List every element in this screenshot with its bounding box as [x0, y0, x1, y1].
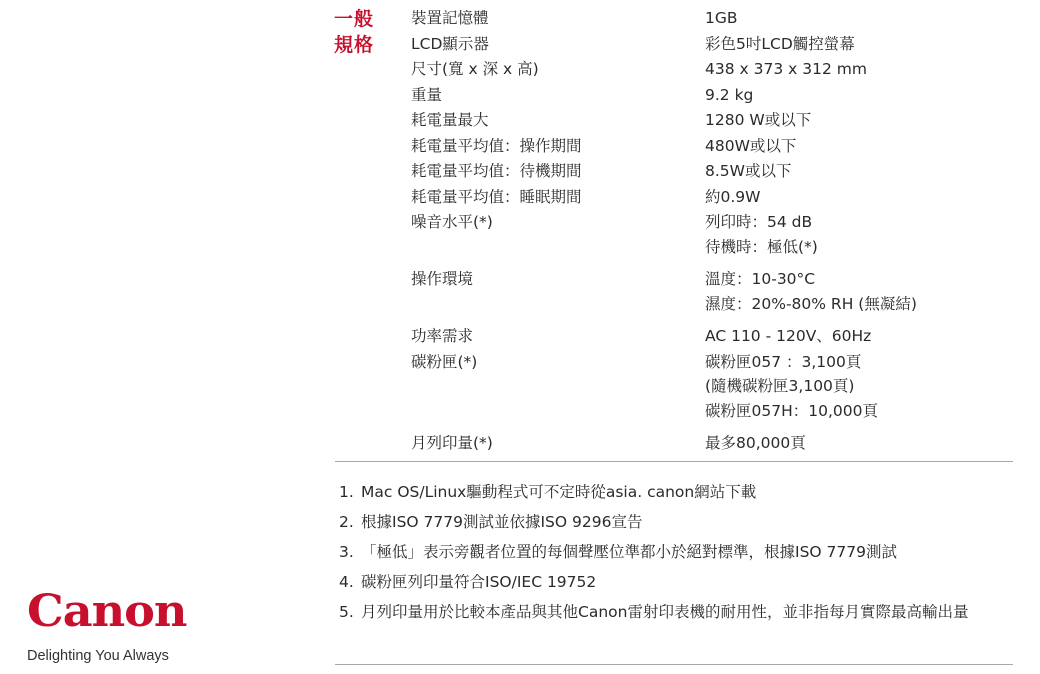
spec-value	[705, 267, 917, 316]
spec-value-line: 8.5W或以下	[705, 162, 792, 180]
spec-row	[411, 134, 1011, 159]
footnote-text: 碳粉匣列印量符合ISO/IEC 19752	[361, 573, 597, 591]
spec-label: 功率需求	[411, 327, 474, 345]
spec-value-line: 彩色5吋LCD觸控螢幕	[705, 34, 855, 53]
spec-row	[411, 108, 1011, 133]
spec-label: 耗電量平均值：睡眠期間	[411, 187, 582, 206]
spec-label: LCD顯示器	[411, 34, 489, 53]
spec-value-line: 1280 W或以下	[705, 111, 812, 129]
canon-tagline: Delighting You Always	[27, 648, 169, 664]
canon-logo	[27, 586, 187, 664]
spec-value	[705, 159, 791, 184]
spec-value-line: 1GB	[705, 9, 738, 27]
spec-value	[705, 32, 855, 57]
spec-row	[411, 57, 1011, 82]
spec-table	[411, 6, 1011, 457]
spec-row	[411, 210, 1011, 259]
footnote-text: 月列印量用於比較本產品與其他Canon雷射印表機的耐用性，並非指每月實際最高輸出量	[361, 603, 969, 621]
spec-value	[705, 185, 760, 210]
spec-value	[705, 6, 738, 31]
spec-label: 耗電量最大	[411, 111, 489, 129]
spec-value-line: 碳粉匣057H：10,000頁	[705, 401, 878, 420]
spec-label: 耗電量平均值：操作期間	[411, 136, 582, 155]
spec-row	[411, 83, 1011, 108]
footnote-number: 1.	[339, 483, 354, 501]
canon-logo-wordmark: Canon	[27, 586, 187, 637]
spec-label: 碳粉匣(*)	[411, 352, 478, 371]
spec-value-line: 480W或以下	[705, 136, 797, 155]
spec-row	[411, 6, 1011, 31]
footnote-item	[339, 511, 1019, 533]
spec-value	[705, 134, 796, 159]
spec-value	[705, 57, 867, 82]
footnote-text: 「極低」表示旁觀者位置的每個聲壓位準都小於絕對標準，根據ISO 7779測試	[361, 543, 897, 561]
spec-value-line: AC 110 - 120V、60Hz	[705, 327, 872, 345]
spec-row	[411, 267, 1011, 316]
spec-row	[411, 350, 1011, 424]
spec-value-line: 碳粉匣057 ：3,100頁	[705, 352, 862, 371]
footnote-text: Mac OS/Linux驅動程式可不定時從asia. canon網站下載	[361, 483, 757, 501]
spec-value-line: 9.2 kg	[705, 85, 754, 104]
spec-value-line: 列印時：54 dB	[705, 213, 813, 231]
spec-label: 操作環境	[411, 270, 474, 288]
section-title-line-1: 一般	[334, 8, 375, 30]
notes-top-divider	[335, 461, 1013, 462]
spec-row	[411, 431, 1011, 456]
section-title-line-2: 規格	[334, 34, 375, 56]
spec-value	[705, 350, 878, 424]
spec-label: 噪音水平(*)	[411, 213, 493, 231]
footnote-item	[339, 601, 1019, 623]
spec-value-line: 濕度：20%-80% RH (無凝結)	[705, 294, 917, 313]
notes-bottom-divider	[335, 664, 1013, 665]
spec-value	[705, 210, 818, 259]
footnotes-list	[339, 481, 1019, 631]
spec-value	[705, 83, 753, 108]
spec-value-line: 待機時：極低(*)	[705, 237, 818, 256]
spec-label: 裝置記憶體	[411, 9, 489, 27]
spec-label: 月列印量(*)	[411, 434, 493, 452]
footnote-number: 4.	[339, 573, 354, 591]
spec-row	[411, 32, 1011, 57]
spec-value	[705, 108, 811, 133]
spec-label: 耗電量平均值：待機期間	[411, 162, 582, 180]
spec-value-line: 約0.9W	[705, 187, 761, 206]
footnote-item	[339, 541, 1019, 563]
spec-label: 尺寸(寬 x 深 x 高)	[411, 60, 539, 78]
spec-row	[411, 324, 1011, 349]
spec-value-line: 最多80,000頁	[705, 434, 806, 452]
spec-value	[705, 431, 806, 456]
spec-value-line: 溫度：10-30°C	[705, 270, 816, 288]
footnote-item	[339, 481, 1019, 503]
footnote-text: 根據ISO 7779測試並依據ISO 9296宣告	[361, 513, 643, 531]
spec-row	[411, 159, 1011, 184]
spec-value	[705, 324, 871, 349]
footnote-item	[339, 571, 1019, 593]
spec-value-line: (隨機碳粉匣3,100頁)	[705, 377, 855, 395]
spec-label: 重量	[411, 85, 443, 104]
spec-row	[411, 185, 1011, 210]
footnote-number: 3.	[339, 543, 354, 561]
footnote-number: 2.	[339, 513, 354, 531]
footnote-number: 5.	[339, 603, 354, 621]
spec-value-line: 438 x 373 x 312 mm	[705, 60, 867, 78]
section-title	[334, 6, 374, 58]
